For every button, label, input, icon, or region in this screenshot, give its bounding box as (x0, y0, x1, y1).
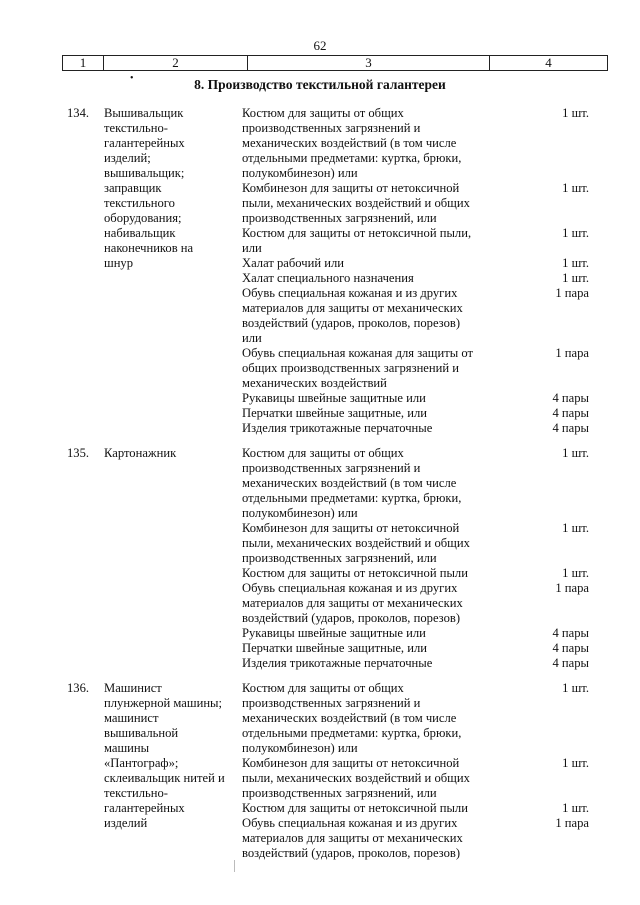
ppe-item-description (242, 521, 497, 566)
ppe-item-line: Комбинезон для защиты от нетоксичной (242, 521, 460, 535)
job-title-line: галантерейных (104, 801, 185, 815)
column-1-number: 1 (63, 56, 104, 70)
ppe-item-description (242, 271, 497, 286)
ppe-item-quantity: 4 пары (552, 421, 589, 435)
job-title-line: текстильно- (104, 121, 168, 135)
ppe-item (242, 106, 592, 181)
ppe-item-line: воздействий (ударов, проколов, порезов) (242, 611, 461, 625)
job-title-line: вышивальной (104, 726, 179, 740)
ppe-item (242, 581, 592, 626)
ppe-item-line: механических воздействий (242, 376, 387, 390)
ppe-item-description (242, 756, 497, 801)
job-title-line: «Пантограф»; (104, 756, 179, 770)
job-title-line: плунжерной машины; (104, 696, 223, 710)
ppe-item-quantity: 1 пара (555, 581, 589, 595)
ppe-item-quantity: 4 пары (552, 641, 589, 655)
ppe-item-line: общих производственных загрязнений и (242, 361, 460, 375)
ppe-item-quantity: 4 пары (552, 656, 589, 670)
ppe-item-quantity: 1 пара (555, 286, 589, 300)
ppe-item-line: Костюм для защиты от нетоксичной пыли (242, 801, 468, 815)
ppe-item (242, 626, 592, 641)
job-title-line: галантерейных (104, 136, 185, 150)
job-title-line: набивальщик (104, 226, 176, 240)
ppe-item-quantity: 1 шт. (562, 181, 589, 195)
ppe-item-quantity: 1 шт. (562, 446, 589, 460)
page-number: 62 (313, 38, 327, 53)
ppe-item-description (242, 656, 497, 671)
job-title-line: Картонажник (104, 446, 177, 460)
job-title (104, 681, 239, 831)
job-title-line: машинист (104, 711, 159, 725)
column-2-number: 2 (104, 56, 248, 70)
ppe-item-line: Костюм для защиты от общих (242, 681, 404, 695)
job-title-line: заправщик (104, 181, 162, 195)
job-title-line: изделий (104, 816, 148, 830)
ppe-item-line: производственных загрязнений и (242, 461, 421, 475)
ppe-item-line: материалов для защиты от механических (242, 596, 463, 610)
ppe-item-quantity: 1 шт. (562, 271, 589, 285)
ppe-item-line: Перчатки швейные защитные, или (242, 406, 427, 420)
ppe-item-line: Комбинезон для защиты от нетоксичной (242, 181, 460, 195)
ppe-item (242, 801, 592, 816)
ppe-item-quantity: 1 шт. (562, 566, 589, 580)
ppe-item-description (242, 801, 497, 816)
job-title-line: текстильного (104, 196, 175, 210)
ppe-item-description (242, 566, 497, 581)
ppe-item-line: механических воздействий (в том числе (242, 711, 457, 725)
ppe-item-line: пыли, механических воздействий и общих (242, 536, 470, 550)
job-title-line: текстильно- (104, 786, 168, 800)
column-4-number: 4 (545, 55, 552, 70)
ppe-item-quantity: 1 шт. (562, 106, 589, 120)
ppe-item-description (242, 626, 497, 641)
ppe-item-line: воздействий (ударов, проколов, порезов) (242, 316, 461, 330)
ppe-item-quantity: 1 шт. (562, 801, 589, 815)
ppe-item-list (242, 106, 592, 436)
column-number-header (62, 55, 608, 71)
ppe-item-line: производственных загрязнений, или (242, 786, 437, 800)
job-title-line: склеивальщик нитей и (104, 771, 225, 785)
entry-number: 135. (67, 446, 90, 460)
ppe-item-quantity: 1 шт. (562, 756, 589, 770)
ppe-item (242, 681, 592, 756)
ppe-item-description (242, 346, 497, 391)
job-title-line: вышивальщик; (104, 166, 185, 180)
job-title-line: Машинист (104, 681, 162, 695)
ppe-item-quantity: 4 пары (552, 406, 589, 420)
ppe-item-description (242, 406, 497, 421)
ppe-item-quantity: 1 шт. (562, 521, 589, 535)
ppe-item-line: Рукавицы швейные защитные или (242, 626, 426, 640)
ppe-item-quantity: 4 пары (552, 626, 589, 640)
section-title: 8. Производство текстильной галантереи (194, 77, 446, 92)
ppe-item (242, 226, 592, 256)
ppe-item-quantity: 1 шт. (562, 226, 589, 240)
job-title (104, 446, 239, 461)
ppe-item-line: или (242, 241, 262, 255)
ppe-item-description (242, 421, 497, 436)
ppe-item-description (242, 816, 497, 861)
ppe-item-quantity: 4 пары (552, 391, 589, 405)
ppe-item-line: пыли, механических воздействий и общих (242, 771, 470, 785)
ppe-item (242, 406, 592, 421)
ppe-item-quantity: 1 шт. (562, 256, 589, 270)
ppe-item-line: или (242, 331, 262, 345)
ppe-item (242, 521, 592, 566)
entry-number: 136. (67, 681, 90, 695)
ppe-item (242, 566, 592, 581)
job-title-line: шнур (104, 256, 134, 270)
ppe-item-line: Костюм для защиты от нетоксичной пыли (242, 566, 468, 580)
ppe-item-line: производственных загрязнений и (242, 696, 421, 710)
ppe-item-quantity: 1 пара (555, 816, 589, 830)
ppe-item-line: Изделия трикотажные перчаточные (242, 421, 433, 435)
ppe-item-list (242, 446, 592, 671)
job-title-line: оборудования; (104, 211, 182, 225)
margin-tick (234, 860, 235, 872)
ppe-item-description (242, 226, 497, 256)
ppe-item-line: Костюм для защиты от нетоксичной пыли, (242, 226, 472, 240)
ppe-item-description (242, 106, 497, 181)
ppe-item (242, 256, 592, 271)
ppe-item-line: Костюм для защиты от общих (242, 446, 404, 460)
ppe-item (242, 641, 592, 656)
ppe-item-line: производственных загрязнений и (242, 121, 421, 135)
ppe-item (242, 391, 592, 406)
ppe-item-line: Обувь специальная кожаная и из других (242, 581, 458, 595)
ppe-item-line: производственных загрязнений, или (242, 551, 437, 565)
job-title-line: машины (104, 741, 150, 755)
ppe-item-line: Комбинезон для защиты от нетоксичной (242, 756, 460, 770)
ppe-item-line: полукомбинезон) или (242, 506, 358, 520)
job-title-line: изделий; (104, 151, 151, 165)
ppe-item-line: пыли, механических воздействий и общих (242, 196, 470, 210)
ppe-item (242, 271, 592, 286)
ppe-item-line: воздействий (ударов, проколов, порезов) (242, 846, 461, 860)
ppe-item-line: отдельными предметами: куртка, брюки, (242, 491, 462, 505)
ppe-item-description (242, 286, 497, 346)
ppe-item (242, 421, 592, 436)
ppe-item-line: Костюм для защиты от общих (242, 106, 404, 120)
ppe-item-line: производственных загрязнений, или (242, 211, 437, 225)
ppe-item-list (242, 681, 592, 861)
ppe-item-description (242, 641, 497, 656)
ppe-item-description (242, 446, 497, 521)
ppe-item-line: материалов для защиты от механических (242, 301, 463, 315)
ppe-item-line: механических воздействий (в том числе (242, 136, 457, 150)
ppe-item-description (242, 181, 497, 226)
entry-number: 134. (67, 106, 90, 120)
ppe-item-line: полукомбинезон) или (242, 741, 358, 755)
ppe-item-line: Халат рабочий или (242, 256, 344, 270)
ppe-item-line: Изделия трикотажные перчаточные (242, 656, 433, 670)
ppe-item-description (242, 256, 497, 271)
ppe-item-line: полукомбинезон) или (242, 166, 358, 180)
ppe-item-line: Перчатки швейные защитные, или (242, 641, 427, 655)
ppe-item-line: материалов для защиты от механических (242, 831, 463, 845)
ppe-item-description (242, 581, 497, 626)
ppe-item-line: Обувь специальная кожаная и из других (242, 816, 458, 830)
job-title-line: Вышивальщик (104, 106, 184, 120)
ppe-item-description (242, 681, 497, 756)
ppe-item (242, 346, 592, 391)
column-3-number: 3 (248, 56, 490, 70)
ppe-item-line: отдельными предметами: куртка, брюки, (242, 726, 462, 740)
stray-dot: • (130, 73, 134, 84)
ppe-item (242, 656, 592, 671)
ppe-item-line: Обувь специальная кожаная для защиты от (242, 346, 473, 360)
ppe-item (242, 816, 592, 861)
job-title-line: наконечников на (104, 241, 194, 255)
ppe-item-line: Рукавицы швейные защитные или (242, 391, 426, 405)
ppe-item-line: отдельными предметами: куртка, брюки, (242, 151, 462, 165)
job-title (104, 106, 239, 271)
ppe-item-description (242, 391, 497, 406)
ppe-item-quantity: 1 шт. (562, 681, 589, 695)
ppe-item (242, 181, 592, 226)
ppe-item (242, 756, 592, 801)
ppe-item-line: Обувь специальная кожаная и из других (242, 286, 458, 300)
ppe-item-quantity: 1 пара (555, 346, 589, 360)
ppe-item (242, 446, 592, 521)
ppe-item-line: Халат специального назначения (242, 271, 414, 285)
ppe-item (242, 286, 592, 346)
ppe-item-line: механических воздействий (в том числе (242, 476, 457, 490)
